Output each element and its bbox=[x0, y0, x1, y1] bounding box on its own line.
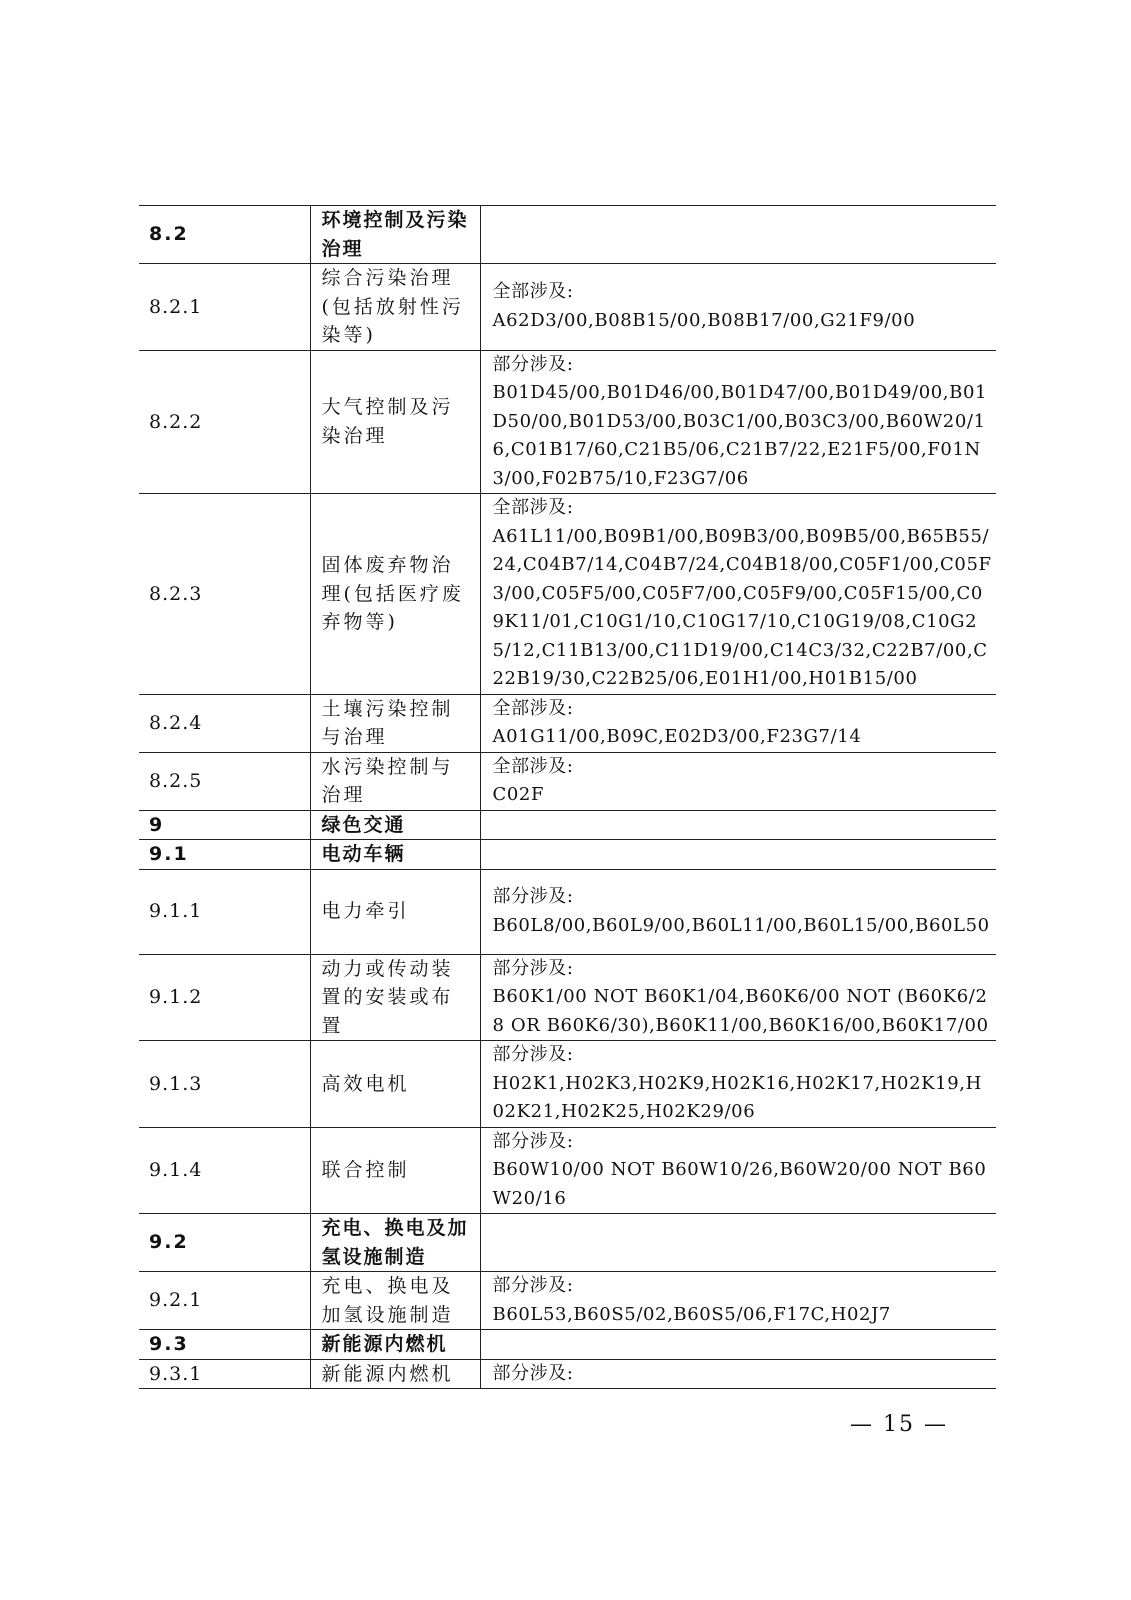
table-row bbox=[139, 752, 996, 810]
row-name: 电动车辆 bbox=[310, 840, 480, 870]
table-row bbox=[139, 869, 996, 954]
ipc-codes: A62D3/00,B08B15/00,B08B17/00,G21F9/00 bbox=[492, 309, 916, 331]
table-row bbox=[139, 1127, 996, 1214]
table-row bbox=[139, 494, 996, 695]
row-content bbox=[480, 1330, 996, 1360]
row-content bbox=[480, 810, 996, 840]
ipc-codes: B60W10/00 NOT B60W10/26,B60W20/00 NOT B60W20/16 bbox=[492, 1159, 987, 1209]
row-code: 9 bbox=[139, 810, 310, 840]
row-name: 环境控制及污染治理 bbox=[310, 206, 480, 264]
row-content bbox=[480, 206, 996, 264]
involvement-label: 部分涉及: bbox=[492, 1044, 574, 1065]
ipc-codes: B01D45/00,B01D46/00,B01D47/00,B01D49/00,B01D50/00,B01D53/00,B03C1/00,B03C3/00,B60W20/16,C01B17/60,C21B5/06,C21B7/22,E21F5/00,F01N3/00,F02B75/10,F23G7/06 bbox=[492, 382, 988, 489]
classification-table bbox=[139, 205, 996, 1389]
row-content bbox=[480, 350, 996, 494]
row-code: 8.2.5 bbox=[139, 752, 310, 810]
row-code: 9.3.1 bbox=[139, 1359, 310, 1389]
ipc-codes: C02F bbox=[492, 784, 545, 805]
ipc-codes: A01G11/00,B09C,E02D3/00,F23G7/14 bbox=[492, 726, 862, 747]
table-row bbox=[139, 954, 996, 1041]
table-row bbox=[139, 350, 996, 494]
involvement-label: 部分涉及: bbox=[492, 353, 574, 375]
involvement-label: 部分涉及: bbox=[492, 886, 574, 907]
row-name: 新能源内燃机 bbox=[310, 1330, 480, 1360]
table-row bbox=[139, 840, 996, 870]
involvement-label: 全部涉及: bbox=[492, 497, 574, 518]
row-code: 9.1 bbox=[139, 840, 310, 870]
row-name: 新能源内燃机 bbox=[310, 1359, 480, 1389]
row-name: 土壤污染控制与治理 bbox=[310, 694, 480, 752]
row-name: 高效电机 bbox=[310, 1041, 480, 1128]
involvement-label: 部分涉及: bbox=[492, 1275, 574, 1296]
row-code: 9.2.1 bbox=[139, 1272, 310, 1330]
row-content bbox=[480, 1127, 996, 1214]
row-name: 综合污染治理(包括放射性污染等) bbox=[310, 264, 480, 351]
row-code: 9.3 bbox=[139, 1330, 310, 1360]
row-content bbox=[480, 954, 996, 1041]
row-content bbox=[480, 752, 996, 810]
table-row bbox=[139, 206, 996, 264]
table-row bbox=[139, 1214, 996, 1272]
row-name: 绿色交通 bbox=[310, 810, 480, 840]
row-code: 8.2.1 bbox=[139, 264, 310, 351]
row-code: 8.2.3 bbox=[139, 494, 310, 695]
row-code: 9.1.3 bbox=[139, 1041, 310, 1128]
ipc-codes: B60L8/00,B60L9/00,B60L11/00,B60L15/00,B60L50 bbox=[492, 914, 990, 936]
row-content bbox=[480, 1359, 996, 1389]
row-content bbox=[480, 1041, 996, 1128]
table-row bbox=[139, 1330, 996, 1360]
row-code: 9.1.4 bbox=[139, 1127, 310, 1214]
row-code: 9.1.2 bbox=[139, 954, 310, 1041]
row-name: 联合控制 bbox=[310, 1127, 480, 1214]
involvement-label: 部分涉及: bbox=[492, 1130, 574, 1152]
row-name: 充电、换电及加氢设施制造 bbox=[310, 1272, 480, 1330]
row-content bbox=[480, 494, 996, 695]
row-name: 动力或传动装置的安装或布置 bbox=[310, 954, 480, 1041]
row-content bbox=[480, 694, 996, 752]
row-content bbox=[480, 869, 996, 954]
row-code: 8.2.4 bbox=[139, 694, 310, 752]
ipc-codes: H02K1,H02K3,H02K9,H02K16,H02K17,H02K19,H02K21,H02K25,H02K29/06 bbox=[492, 1072, 982, 1122]
ipc-codes: B60K1/00 NOT B60K1/04,B60K6/00 NOT (B60K6/28 OR B60K6/30),B60K11/00,B60K16/00,B60K17/00 bbox=[492, 986, 989, 1036]
table-row bbox=[139, 1041, 996, 1128]
involvement-label: 部分涉及: bbox=[492, 1362, 574, 1384]
involvement-label: 全部涉及: bbox=[492, 697, 574, 719]
table-row bbox=[139, 264, 996, 351]
page-number: — 15 — bbox=[850, 1412, 948, 1437]
row-code: 9.1.1 bbox=[139, 869, 310, 954]
ipc-codes: B60L53,B60S5/02,B60S5/06,F17C,H02J7 bbox=[492, 1303, 891, 1325]
row-name: 大气控制及污染治理 bbox=[310, 350, 480, 494]
involvement-label: 全部涉及: bbox=[492, 755, 574, 777]
row-code: 9.2 bbox=[139, 1214, 310, 1272]
table-row bbox=[139, 1272, 996, 1330]
ipc-codes: A61L11/00,B09B1/00,B09B3/00,B09B5/00,B65B55/24,C04B7/14,C04B7/24,C04B18/00,C05F1/00,C05F3/00,C05F5/00,C05F7/00,C05F9/00,C05F15/00,C09K11/01,C10G1/10,C10G17/10,C10G19/08,C10G25/12,C11B13/00,C11D19/00,C14C3/32,C22B7/00,C22B19/30,C22B25/06,E01H1/00,H01B15/00 bbox=[492, 525, 992, 689]
row-content bbox=[480, 840, 996, 870]
involvement-label: 部分涉及: bbox=[492, 957, 574, 979]
row-code: 8.2 bbox=[139, 206, 310, 264]
row-content bbox=[480, 1272, 996, 1330]
row-name: 电力牵引 bbox=[310, 869, 480, 954]
row-content bbox=[480, 264, 996, 351]
table-body bbox=[139, 206, 996, 1389]
table-row bbox=[139, 810, 996, 840]
table-row bbox=[139, 1359, 996, 1389]
row-name: 充电、换电及加氢设施制造 bbox=[310, 1214, 480, 1272]
row-code: 8.2.2 bbox=[139, 350, 310, 494]
row-name: 水污染控制与治理 bbox=[310, 752, 480, 810]
row-content bbox=[480, 1214, 996, 1272]
row-name: 固体废弃物治理(包括医疗废弃物等) bbox=[310, 494, 480, 695]
involvement-label: 全部涉及: bbox=[492, 281, 574, 303]
table-row bbox=[139, 694, 996, 752]
